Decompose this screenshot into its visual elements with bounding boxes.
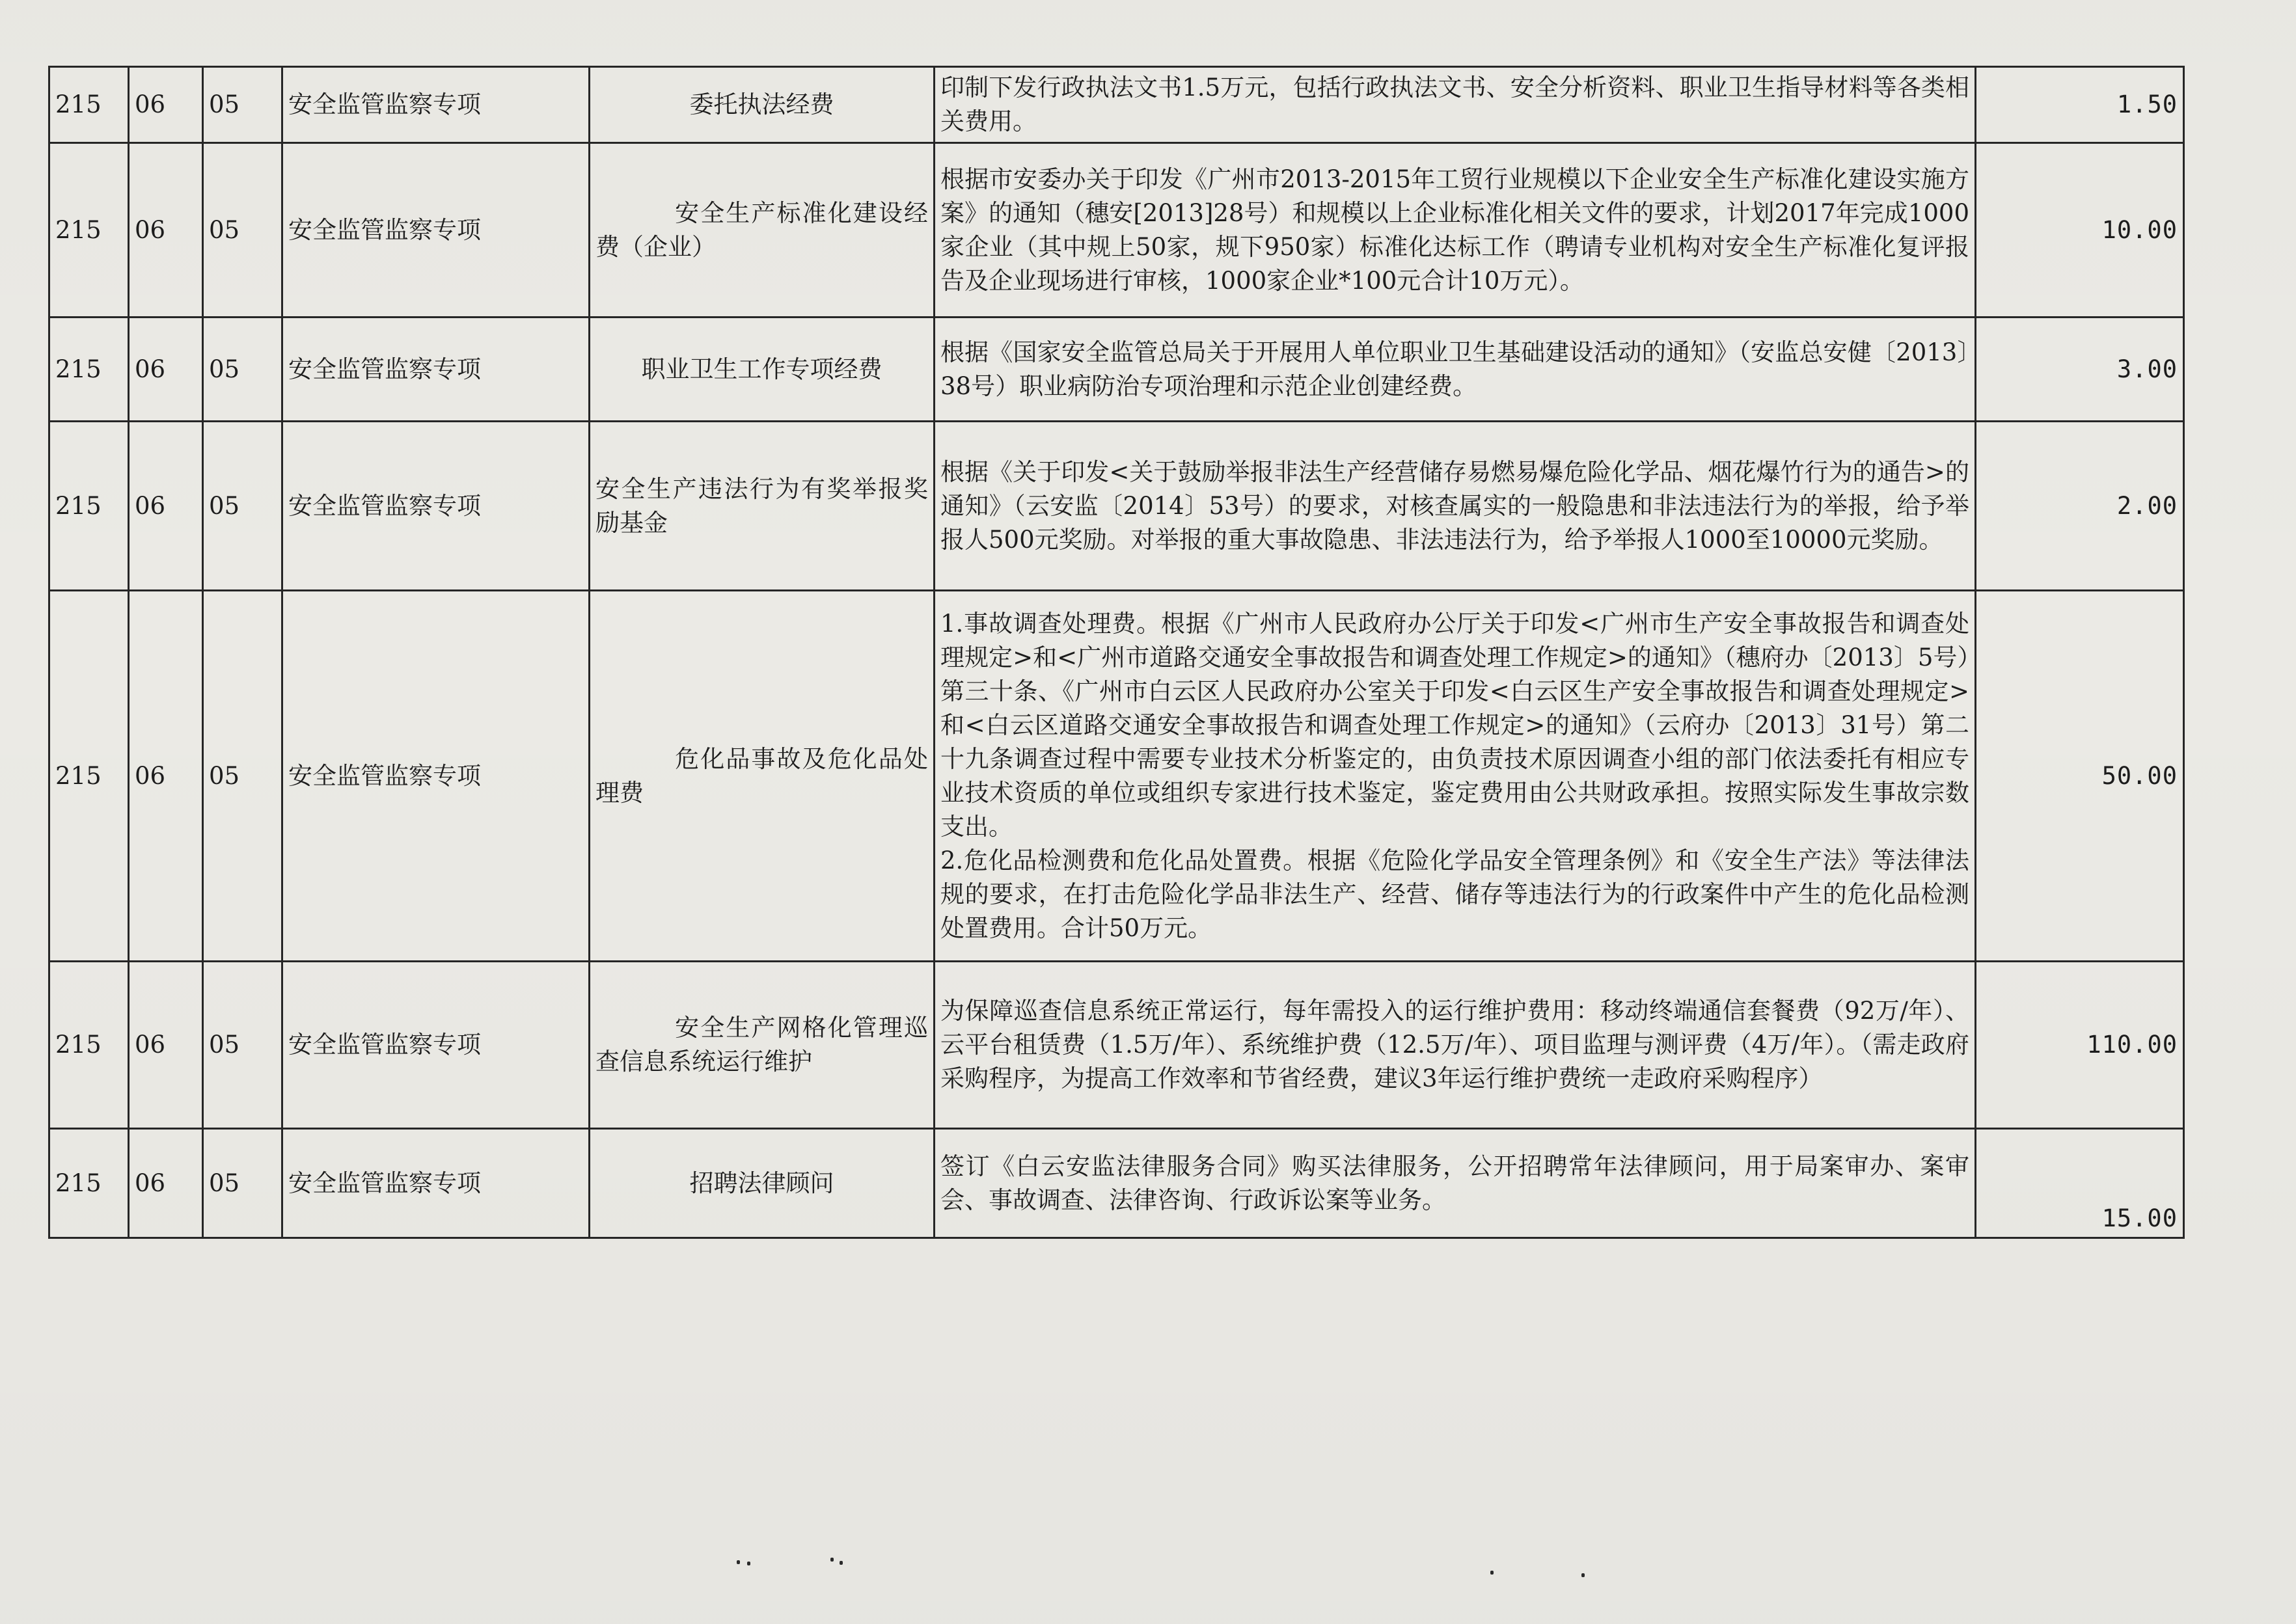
scan-speck (840, 1561, 843, 1565)
description-paragraph-2: 2.危化品检测费和危化品处置费。根据《危险化学品安全管理条例》和《安全生产法》等法律法规的要求，在打击危险化学品非法生产、经营、储存等违法行为的行政案件中产生的危化品检测处置费用。合计50万元。 (940, 846, 1969, 942)
budget-table (48, 66, 2185, 1239)
scan-speck (737, 1560, 740, 1564)
table-row (49, 1129, 2184, 1238)
category-cell: 安全监管监察专项 (282, 591, 590, 962)
table-row (49, 591, 2184, 962)
project-name-text: 安全生产标准化建设经费（企业） (595, 198, 928, 261)
table-row (49, 422, 2184, 591)
project-name-cell: 职业卫生工作专项经费 (590, 318, 935, 422)
item-code-cell: 05 (203, 1129, 282, 1238)
section-code-cell: 06 (129, 1129, 203, 1238)
description-cell: 印制下发行政执法文书1.5万元，包括行政执法文书、安全分析资料、职业卫生指导材料等各类相关费用。 (935, 67, 1976, 143)
class-code-cell: 215 (49, 962, 129, 1129)
project-name-text: 安全生产网格化管理巡查信息系统运行维护 (595, 1014, 928, 1076)
amount-cell: 50.00 (1976, 591, 2184, 962)
description-cell: 为保障巡查信息系统正常运行，每年需投入的运行维护费用：移动终端通信套餐费（92万/年）、云平台租赁费（1.5万/年）、系统维护费（12.5万/年）、项目监理与测评费（4万/年）。（需走政府采购程序，为提高工作效率和节省经费，建议3年运行维护费统一走政府采购程序） (935, 962, 1976, 1129)
scan-speck (1581, 1573, 1585, 1577)
section-code-cell: 06 (129, 143, 203, 318)
table-row (49, 318, 2184, 422)
amount-cell: 10.00 (1976, 143, 2184, 318)
section-code-cell: 06 (129, 318, 203, 422)
project-name-cell: 招聘法律顾问 (590, 1129, 935, 1238)
scan-speck (1490, 1571, 1494, 1575)
table-row (49, 962, 2184, 1129)
amount-cell: 110.00 (1976, 962, 2184, 1129)
class-code-cell: 215 (49, 67, 129, 143)
category-cell: 安全监管监察专项 (282, 1129, 590, 1238)
item-code-cell: 05 (203, 143, 282, 318)
project-name-cell (590, 143, 935, 318)
scan-speck (747, 1562, 750, 1565)
scan-speck (830, 1558, 834, 1562)
section-code-cell: 06 (129, 591, 203, 962)
category-cell: 安全监管监察专项 (282, 422, 590, 591)
project-name-cell: 委托执法经费 (590, 67, 935, 143)
description-cell: 根据《国家安全监管总局关于开展用人单位职业卫生基础建设活动的通知》（安监总安健〔2013〕38号）职业病防治专项治理和示范企业创建经费。 (935, 318, 1976, 422)
class-code-cell: 215 (49, 318, 129, 422)
amount-cell: 2.00 (1976, 422, 2184, 591)
item-code-cell: 05 (203, 422, 282, 591)
description-cell: 签订《白云安监法律服务合同》购买法律服务，公开招聘常年法律顾问，用于局案审办、案审会、事故调查、法律咨询、行政诉讼案等业务。 (935, 1129, 1976, 1238)
section-code-cell: 06 (129, 422, 203, 591)
project-name-text: 危化品事故及危化品处理费 (595, 744, 928, 807)
amount-cell: 1.50 (1976, 67, 2184, 143)
item-code-cell: 05 (203, 962, 282, 1129)
section-code-cell: 06 (129, 67, 203, 143)
description-cell (935, 591, 1976, 962)
table-row (49, 143, 2184, 318)
project-name-cell: 安全生产违法行为有奖举报奖励基金 (590, 422, 935, 591)
category-cell: 安全监管监察专项 (282, 67, 590, 143)
item-code-cell: 05 (203, 318, 282, 422)
class-code-cell: 215 (49, 591, 129, 962)
category-cell: 安全监管监察专项 (282, 143, 590, 318)
class-code-cell: 215 (49, 1129, 129, 1238)
section-code-cell: 06 (129, 962, 203, 1129)
table-row (49, 67, 2184, 143)
amount-cell: 3.00 (1976, 318, 2184, 422)
category-cell: 安全监管监察专项 (282, 318, 590, 422)
description-cell: 根据市安委办关于印发《广州市2013-2015年工贸行业规模以下企业安全生产标准化建设实施方案》的通知（穗安[2013]28号）和规模以上企业标准化相关文件的要求，计划2017年完成1000家企业（其中规上50家，规下950家）标准化达标工作（聘请专业机构对安全生产标准化复评报告及企业现场进行审核，1000家企业*100元合计10万元）。 (935, 143, 1976, 318)
description-cell: 根据《关于印发<关于鼓励举报非法生产经营储存易燃易爆危险化学品、烟花爆竹行为的通告>的通知》（云安监〔2014〕53号）的要求，对核查属实的一般隐患和非法违法行为的举报，给予举报人500元奖励。对举报的重大事故隐患、非法违法行为，给予举报人1000至10000元奖励。 (935, 422, 1976, 591)
item-code-cell: 05 (203, 591, 282, 962)
project-name-cell (590, 962, 935, 1129)
class-code-cell: 215 (49, 422, 129, 591)
category-cell: 安全监管监察专项 (282, 962, 590, 1129)
project-name-cell (590, 591, 935, 962)
amount-cell: 15.00 (1976, 1129, 2184, 1238)
description-paragraph-1: 1.事故调查处理费。根据《广州市人民政府办公厅关于印发<广州市生产安全事故报告和调查处理规定>和<广州市道路交通安全事故报告和调查处理工作规定>的通知》（穗府办〔2013〕5号）第三十条、《广州市白云区人民政府办公室关于印发<白云区生产安全事故报告和调查处理规定>和<白云区道路交通安全事故报告和调查处理工作规定>的通知》（云府办〔2013〕31号）第二十九条调查过程中需要专业技术分析鉴定的，由负责技术原因调查小组的部门依法委托有相应专业技术资质的单位或组织专家进行技术鉴定，鉴定费用由公共财政承担。按照实际发生事故宗数支出。 (940, 609, 1969, 841)
item-code-cell: 05 (203, 67, 282, 143)
class-code-cell: 215 (49, 143, 129, 318)
